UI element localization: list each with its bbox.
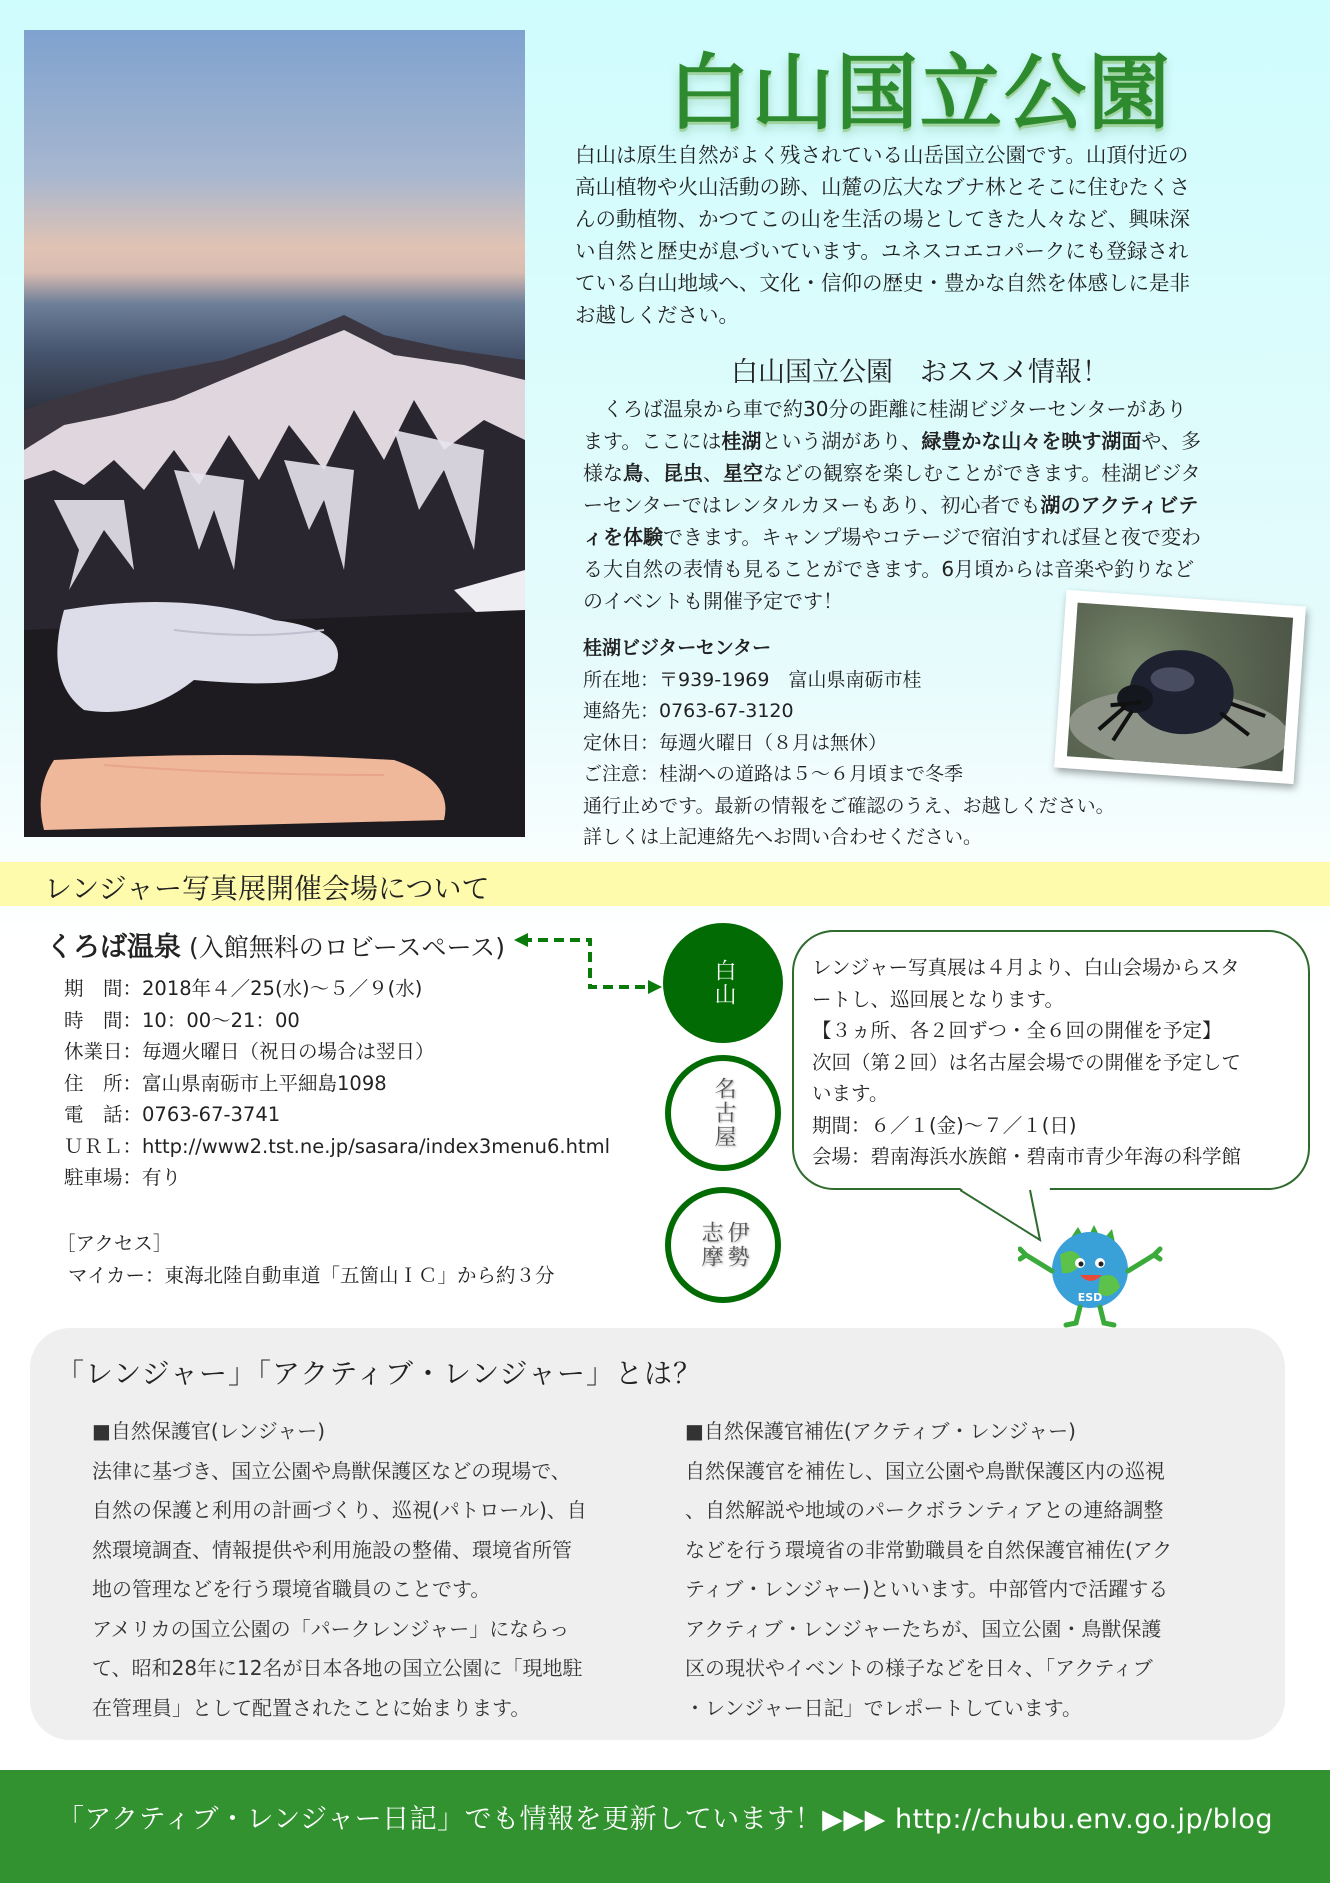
active-ranger-heading: ■自然保護官補佐(アクティブ・レンジャー)	[685, 1419, 1076, 1443]
active-ranger-column	[685, 1412, 1245, 1728]
intro-line: んの動植物、かつてこの山を生活の場としてきた人々など、興味深	[575, 207, 1190, 231]
venue-details	[64, 973, 610, 1194]
access-label: ［アクセス］	[56, 1232, 173, 1255]
visitor-center-note: 通行止めです。最新の情報をご確認のうえ、お越しください。	[583, 794, 1115, 817]
venue-period: 期 間：2018年４／25(水)～５／９(水)	[64, 977, 423, 1000]
schedule-bubble	[792, 930, 1310, 1190]
schedule-line: 次回（第２回）は名古屋会場での開催を予定して	[812, 1050, 1242, 1074]
recommend-body	[583, 393, 1270, 617]
location-hakusan	[663, 923, 783, 1043]
access-info	[56, 1228, 555, 1291]
ranger-line: 在管理員」として配置されたことに始まります。	[92, 1695, 531, 1720]
ranger-panel-title: 「レンジャー」「アクティブ・レンジャー」とは？	[56, 1357, 703, 1390]
intro-line: 白山は原生自然がよく残されている山岳国立公園です。山頂付近の	[575, 143, 1189, 167]
schedule-line: ートし、巡回展となります。	[812, 987, 1064, 1011]
active-ranger-line: 区の現状やイベントの様子などを日々、「アクティブ	[685, 1656, 1153, 1680]
venue-url[interactable]: ＵＲＬ：http://www2.tst.ne.jp/sasara/index3menu6.html	[64, 1134, 611, 1158]
recommend-line: ーセンターではレンタルカヌーもあり、初心者でも湖のアクティビテ	[583, 493, 1199, 517]
footer-blog-link[interactable]: 「アクティブ・レンジャー日記」でも情報を更新しています！▶▶▶ http://chubu.env.go.jp/blog	[56, 1804, 1274, 1835]
esd-mascot-icon	[1018, 1215, 1163, 1330]
schedule-line: 期間：６／１(金)～７／１(日)	[812, 1113, 1077, 1137]
location-ise-shima	[665, 1187, 781, 1303]
visitor-center-phone: 連絡先：0763-67-3120	[583, 700, 794, 722]
visitor-center-note: ご注意：桂湖への道路は５～６月頃まで冬季	[583, 763, 964, 785]
recommend-line: ィを体験できます。キャンプ場やコテージで宿泊すれば昼と夜で変わ	[583, 525, 1201, 549]
beetle-photo	[1054, 590, 1306, 784]
intro-line: お越しください。	[575, 303, 739, 327]
ranger-line: 然環境調査、情報提供や利用施設の整備、環境省所管	[92, 1537, 572, 1562]
ranger-heading: ■自然保護官(レンジャー)	[92, 1419, 326, 1443]
intro-line: ている白山地域へ、文化・信仰の歴史・豊かな自然を体感しに是非	[575, 271, 1190, 295]
mountain-photo	[24, 30, 525, 837]
ranger-line: 自然の保護と利用の計画づくり、巡視(パトロール)、自	[92, 1498, 587, 1522]
venue-closed: 休業日：毎週火曜日（祝日の場合は翌日）	[64, 1040, 435, 1063]
location-label: 伊勢志摩	[698, 1221, 749, 1269]
recommend-line: る大自然の表情も見ることができます。6月頃からは音楽や釣りなど	[583, 557, 1195, 581]
location-nagoya	[665, 1055, 781, 1171]
recommend-heading: 白山国立公園 おススメ情報！	[731, 357, 1109, 388]
venue-name	[46, 925, 505, 964]
mascot-label: ESD	[1077, 1291, 1103, 1304]
active-ranger-line: 自然保護官を補佐し、国立公園や鳥獣保護区内の巡視	[685, 1458, 1165, 1483]
venue-hours: 時 間：10：00～21：00	[64, 1008, 300, 1032]
ranger-column	[92, 1412, 652, 1728]
ranger-line: 法律に基づき、国立公園や鳥獣保護区などの現場で、	[92, 1458, 571, 1483]
location-label: 白山	[711, 959, 736, 1007]
venue-phone: 電 話：0763-67-3741	[64, 1103, 281, 1126]
access-car: マイカー：東海北陸自動車道「五箇山ＩＣ」から約３分	[68, 1263, 555, 1287]
intro-paragraph	[575, 139, 1250, 331]
active-ranger-line: ・レンジャー日記」でレポートしています。	[685, 1695, 1082, 1720]
venue-address: 住 所：富山県南砺市上平細島1098	[64, 1071, 387, 1095]
active-ranger-line: ティブ・レンジャー)といいます。中部管内で活躍する	[685, 1577, 1169, 1601]
intro-line: い自然と歴史が息づいています。ユネスコエコパークにも登録され	[575, 239, 1189, 263]
schedule-line: 会場：碧南海浜水族館・碧南市青少年海の科学館	[812, 1145, 1242, 1168]
venue-section-title: レンジャー写真展開催会場について	[44, 872, 490, 905]
active-ranger-line: 、自然解説や地域のパークボランティアとの連絡調整	[685, 1498, 1164, 1522]
ranger-line: アメリカの国立公園の「パークレンジャー」にならっ	[92, 1616, 570, 1641]
venue-name-note: (入館無料のロビースペース)	[188, 933, 505, 962]
recommend-line: 様な鳥、昆虫、星空などの観察を楽しむことができます。桂湖ビジタ	[583, 461, 1201, 485]
schedule-line: 【３ヵ所、各２回ずつ・全６回の開催を予定】	[812, 1019, 1222, 1042]
intro-line: 高山植物や火山活動の跡、山麓の広大なブナ林とそこに住むたくさ	[575, 175, 1190, 199]
recommend-line: くろば温泉から車で約30分の距離に桂湖ビジターセンターがあり	[583, 397, 1187, 421]
active-ranger-line: などを行う環境省の非常勤職員を自然保護官補佐(アク	[685, 1537, 1173, 1562]
visitor-center-address: 所在地：〒939-1969 富山県南砺市桂	[583, 668, 922, 691]
schedule-line: レンジャー写真展は４月より、白山会場からスタ	[812, 956, 1240, 979]
active-ranger-line: アクティブ・レンジャーたちが、国立公園・鳥獣保護	[685, 1616, 1162, 1641]
venue-name-main: くろば温泉	[46, 932, 181, 963]
visitor-center-closed: 定休日：毎週火曜日（８月は無休）	[583, 731, 888, 754]
ranger-line: 地の管理などを行う環境省職員のことです。	[92, 1577, 491, 1601]
venue-parking: 駐車場：有り	[64, 1166, 182, 1189]
recommend-line: のイベントも開催予定です！	[583, 589, 843, 613]
page-title: 白山国立公園	[667, 45, 1172, 141]
ranger-line: て、昭和28年に12名が日本各地の国立公園に「現地駐	[92, 1656, 583, 1680]
visitor-center-name: 桂湖ビジターセンター	[583, 637, 772, 659]
schedule-line: います。	[812, 1082, 889, 1105]
recommend-line: ます。ここには桂湖という湖があり、緑豊かな山々を映す湖面や、多	[583, 429, 1202, 453]
location-label: 名古屋	[711, 1077, 736, 1149]
visitor-center-note: 詳しくは上記連絡先へお問い合わせください。	[583, 826, 983, 848]
